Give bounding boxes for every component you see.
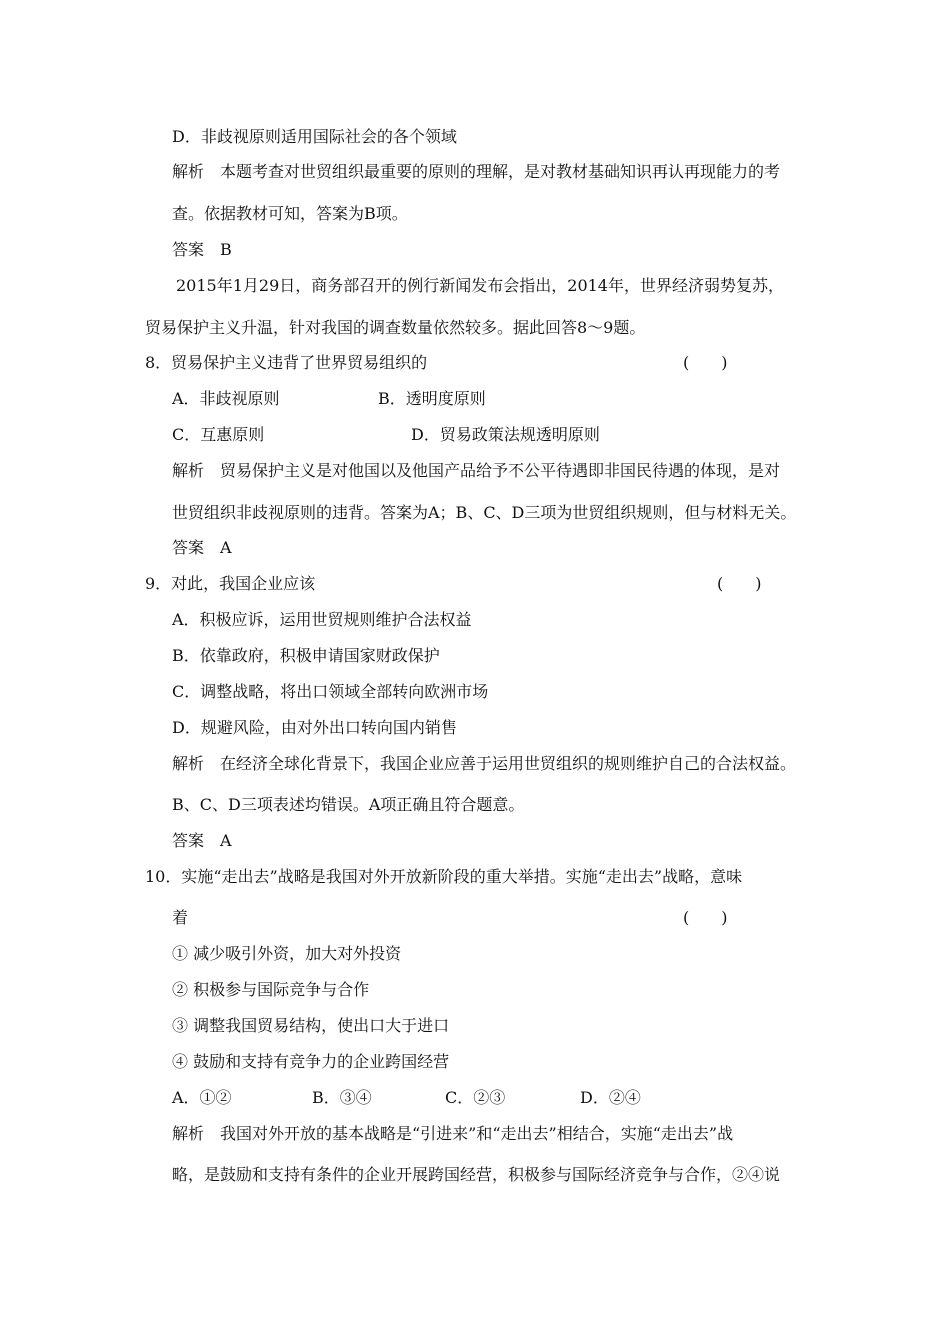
q10-option-a: A．①② [172,1088,232,1107]
q9-option-c: C．调整战略，将出口领域全部转向欧洲市场 [172,682,489,701]
q10-item-4: ④ 鼓励和支持有竞争力的企业跨国经营 [172,1052,450,1071]
q9-stem: 9．对此，我国企业应该 [145,574,316,593]
q8-analysis-line-1: 解析 贸易保护主义是对他国以及他国产品给予不公平待遇即非国民待遇的体现，是对 [172,461,781,480]
material-line-2: 贸易保护主义升温，针对我国的调查数量依然较多。据此回答8～9题。 [145,318,646,337]
q9-answer-bracket: ( ) [717,574,762,593]
q8-option-a: A．非歧视原则 [172,389,280,408]
q7-analysis-line-2: 查。依据教材可知，答案为B项。 [172,204,408,223]
q9-option-a: A．积极应诉，运用世贸规则维护合法权益 [172,610,472,629]
q9-answer: 答案 A [172,831,232,850]
q8-analysis-line-2: 世贸组织非歧视原则的违背。答案为A；B、C、D三项为世贸组织规则，但与材料无关。 [172,503,797,522]
q8-answer-bracket: ( ) [683,353,728,372]
q10-stem-line-2: 着 [172,908,189,927]
q8-answer: 答案 A [172,538,232,557]
q10-analysis-line-1: 解析 我国对外开放的基本战略是“引进来”和“走出去”相结合，实施“走出去”战 [172,1124,734,1143]
q7-analysis-line-1: 解析 本题考查对世贸组织最重要的原则的理解，是对教材基础知识再认再现能力的考 [172,162,781,181]
q10-option-b: B．③④ [312,1088,372,1107]
q9-option-b: B．依靠政府，积极申请国家财政保护 [172,646,440,665]
q10-item-3: ③ 调整我国贸易结构，使出口大于进口 [172,1016,450,1035]
q10-analysis-line-2: 略，是鼓励和支持有条件的企业开展跨国经营，积极参与国际经济竞争与合作，②④说 [172,1165,781,1184]
q10-item-2: ② 积极参与国际竞争与合作 [172,980,370,999]
q10-stem-line-1: 10．实施“走出去”战略是我国对外开放新阶段的重大举措。实施“走出去”战略，意味 [145,867,743,886]
q8-option-b: B．透明度原则 [378,389,486,408]
q7-option-d: D．非歧视原则适用国际社会的各个领域 [172,127,457,146]
material-line-1: 2015年1月29日，商务部召开的例行新闻发布会指出，2014年，世界经济弱势复苏， [176,276,784,295]
q10-answer-bracket: ( ) [683,908,728,927]
q9-option-d: D．规避风险，由对外出口转向国内销售 [172,718,457,737]
q8-stem: 8．贸易保护主义违背了世界贸易组织的 [145,353,428,372]
q10-item-1: ① 减少吸引外资，加大对外投资 [172,944,402,963]
q7-answer: 答案 B [172,240,232,259]
q10-option-c: C．②③ [445,1088,506,1107]
q9-analysis-line-1: 解析 在经济全球化背景下，我国企业应善于运用世贸组织的规则维护自己的合法权益。 [172,754,797,773]
q9-analysis-line-2: B、C、D三项表述均错误。A项正确且符合题意。 [172,795,525,814]
q10-option-d: D．②④ [580,1088,641,1107]
q8-option-d: D．贸易政策法规透明原则 [411,425,600,444]
q8-option-c: C．互惠原则 [172,425,265,444]
